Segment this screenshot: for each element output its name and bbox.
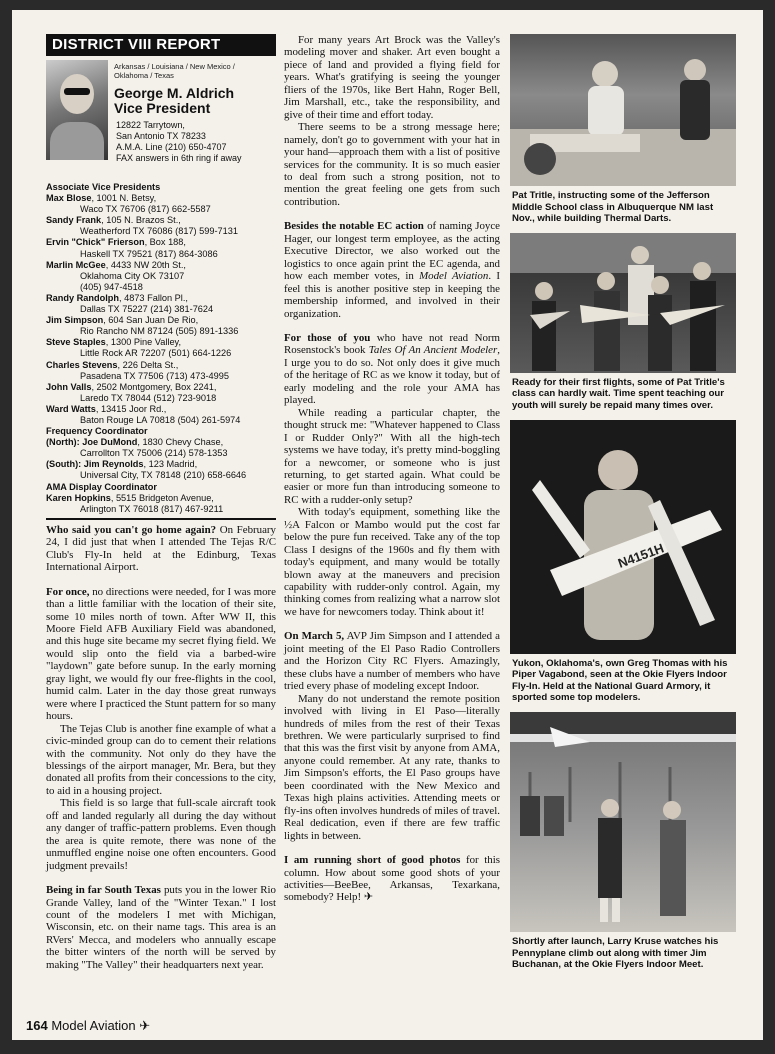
associate-name: Steve Staples bbox=[46, 337, 106, 348]
photo-larry-kruse bbox=[510, 712, 736, 932]
section-divider bbox=[46, 518, 276, 520]
associate-address: , Box 188, bbox=[144, 237, 186, 248]
photo-classroom bbox=[510, 34, 736, 186]
associate-city: Rio Rancho NM 87124 (505) 891-1336 bbox=[80, 326, 239, 337]
associate-city: Baton Rouge LA 70818 (504) 261-5974 bbox=[80, 414, 241, 425]
photo-caption: Pat Tritle, instructing some of the Jefferson Middle School class in Albuquerque NM last Nov., while building Thermal Darts. bbox=[512, 190, 714, 225]
vp-address-line: San Antonio TX 78233 bbox=[116, 131, 206, 141]
associate-city: Dallas TX 75227 (214) 381-7624 bbox=[80, 304, 214, 315]
paragraph bbox=[46, 586, 276, 723]
associate-address: , 1001 N. Betsy, bbox=[91, 193, 157, 204]
magazine-page bbox=[12, 10, 763, 1040]
paragraph: The Tejas Club is another fine example of what a civic-minded group can do to cement their relations with the community. Not only do they have the blessings of the airport manager, Mr. Bera, but they donated all profits from their concessions to the city, to aid in a housing project. bbox=[46, 722, 276, 797]
associate-heading: Associate Vice Presidents bbox=[46, 182, 161, 192]
paragraph bbox=[46, 884, 276, 971]
vp-address-line: A.M.A. Line (210) 650-4707 bbox=[116, 142, 227, 152]
lead-in: I am running short of good photos bbox=[284, 854, 461, 867]
associate-address: , 604 San Juan De Rio, bbox=[103, 315, 199, 326]
associate-address: , 105 N. Brazos St., bbox=[101, 215, 181, 226]
photo-caption: Yukon, Oklahoma's, own Greg Thomas with his Piper Vagabond, seen at the Okie Flyers Indoor Fly-In. Held at the National Guard Armory, it sported some top modelers. bbox=[512, 657, 728, 704]
paragraph: With today's equipment, something like the ½A Falcon or Mambo would put the cost far below the pure fun received. Take any of the top Class I designs of the 1960s and fly them with today's equipment, and many would be totally blown away at the maneuvers and precision capability with rudder-only control. Again, my thinking comes from realizing what a narrow slot we have for newcomers today. Think about it! bbox=[284, 506, 500, 618]
photo-caption: Ready for their first flights, some of Pat Tritle's class can hardly wait. Time spent teaching our youth will surely be repaid many times over. bbox=[512, 376, 725, 411]
paragraph bbox=[46, 524, 276, 574]
associate-address: , 4873 Fallon Pl., bbox=[119, 292, 188, 303]
ama-heading: AMA Display Coordinator bbox=[46, 481, 157, 492]
associate-city: Laredo TX 78044 (512) 723-9018 bbox=[80, 392, 217, 403]
vp-name: George M. Aldrich bbox=[114, 85, 235, 101]
photo-students bbox=[510, 233, 736, 373]
associate-city: Oklahoma City OK 73107 bbox=[80, 270, 185, 281]
associate-address: , 4433 NW 20th St., bbox=[105, 259, 186, 270]
district-title: DISTRICT VIII REPORT bbox=[46, 34, 276, 56]
associate-entry bbox=[46, 237, 276, 248]
associate-entry bbox=[46, 293, 276, 304]
freq-north-city: Carrollton TX 75006 (214) 578-1353 bbox=[80, 448, 228, 459]
associate-city: Little Rock AR 72207 (501) 664-1226 bbox=[80, 348, 232, 359]
paragraph-text: puts you in the lower Rio Grande Valley, land of the "Winter Texan." I lost count of the modelers I met with Michigan, Wisconsin, etc. on their name tags. This area is an RVers' Mecca, and modelers who annually escape the bitter winters of the north will be served by making "The Valley" their headquarters next year. bbox=[46, 884, 276, 971]
associate-name: Sandy Frank bbox=[46, 215, 102, 226]
paragraph bbox=[284, 332, 500, 407]
lead-in: Who said you can't go home again? bbox=[46, 523, 217, 536]
vp-role: Vice President bbox=[114, 100, 211, 116]
associate-entry bbox=[46, 315, 276, 326]
paragraph-text: AVP Jim Simpson and I attended a joint meeting of the El Paso Radio Controllers and the Horizon City RC Flyers. Amazingly, these clubs have a number of members who have tried every phase of modeling except Indoor. bbox=[284, 630, 500, 693]
associate-name: Randy Randolph bbox=[46, 292, 119, 303]
associate-name: John Valls bbox=[46, 381, 92, 392]
freq-heading: Frequency Coordinator bbox=[46, 426, 148, 437]
associate-entry bbox=[46, 215, 276, 226]
paragraph: There seems to be a strong message here; namely, don't go to government with your hat in your hand—approach them with a list of positive services for the community. It is so much easier to deal from such a strong position, not to mention the great feeling one gets from such contribution. bbox=[284, 121, 500, 208]
freq-north-address: , 1830 Chevy Chase, bbox=[137, 437, 224, 448]
lead-in: For those of you bbox=[284, 331, 371, 344]
column-2 bbox=[284, 34, 500, 904]
associate-city: Weatherford TX 76086 (817) 599-7131 bbox=[80, 226, 238, 237]
associate-address: , 226 Delta St., bbox=[117, 359, 179, 370]
vp-address bbox=[116, 120, 242, 164]
vp-header bbox=[46, 56, 276, 182]
associate-list bbox=[46, 182, 276, 515]
ama-city: Arlington TX 76018 (817) 467-9211 bbox=[80, 503, 224, 514]
associate-city: Pasadena TX 77506 (713) 473-4995 bbox=[80, 370, 229, 381]
vp-address-line: 12822 Tarrytown, bbox=[116, 120, 185, 130]
associate-city: Haskell TX 79521 (817) 864-3086 bbox=[80, 248, 218, 259]
associate-entry bbox=[46, 404, 276, 415]
freq-south-name: (South): Jim Reynolds bbox=[46, 459, 144, 470]
ama-name: Karen Hopkins bbox=[46, 492, 111, 503]
vp-portrait bbox=[46, 60, 108, 160]
associate-city: Waco TX 76706 (817) 662-5587 bbox=[80, 204, 211, 215]
associate-name: Ward Watts bbox=[46, 403, 96, 414]
magazine-name: Model Aviation bbox=[51, 1018, 136, 1033]
photo-caption: Shortly after launch, Larry Kruse watches his Pennyplane climb out along with timer Jim Buchanan, at the Okie Flyers Indoor Meet. bbox=[512, 935, 719, 971]
ama-address: , 5515 Bridgeton Avenue, bbox=[110, 492, 214, 503]
paragraph-text: On February 24, I did just that when I attended The Tejas R/C Club's Fly-In held at the Edinburg, Texas International Airport. bbox=[46, 523, 276, 574]
associate-entry bbox=[46, 193, 276, 204]
freq-south-address: , 123 Madrid, bbox=[143, 459, 198, 470]
associate-name: Ervin "Chick" Frierson bbox=[46, 237, 145, 248]
paragraph-text: for this column. How about some good shots of your activities—BeeBee, Arkansas, Texarkana, somebody? Help! ✈ bbox=[284, 854, 500, 904]
associate-entry bbox=[46, 360, 276, 371]
vp-name-block bbox=[114, 86, 234, 116]
wing-registration: N4151H bbox=[615, 539, 666, 571]
freq-north-name: (North): Joe DuMond bbox=[46, 437, 138, 448]
paragraph-text: . I feel this is another positive step in keeping the membership informed, and involved in their organization. bbox=[284, 270, 500, 320]
airplane-icon: ✈ bbox=[139, 1018, 151, 1033]
book-title: Tales Of An Ancient Modeler bbox=[368, 344, 498, 357]
associate-name: Marlin McGee bbox=[46, 259, 106, 270]
associate-name: Charles Stevens bbox=[46, 359, 118, 370]
associate-address: , 13415 Joor Rd., bbox=[95, 403, 167, 414]
column-3-photos bbox=[510, 34, 738, 971]
associate-name: Max Blose bbox=[46, 193, 92, 204]
paragraph bbox=[284, 630, 500, 692]
page-footer bbox=[26, 1018, 150, 1034]
paragraph bbox=[284, 854, 500, 904]
associate-city: (405) 947-4518 bbox=[80, 281, 143, 292]
paragraph-text: , I urge you to do so. Not only does it give much of the heritage of RC as we know it today, but of early modeling and the role your AMA has played. bbox=[284, 344, 500, 407]
paragraph-text: no directions were needed, for I was more than a little familiar with the location of their site, some 10 miles north of town. After WW II, this Moore Field AFB Auxiliary Field was abandoned, and this huge site became my secret flying field. We would slip onto the field via a barbed-wire "laydown" gate before sunup. In the early morning gray light, we would fly our free-flights in the cool, humid calm. Later in the day those great runways were where I practiced the Stunt pattern for so many hours. bbox=[46, 585, 276, 723]
magazine-title: Model Aviation bbox=[419, 270, 489, 283]
lead-in: For once, bbox=[46, 585, 90, 598]
paragraph: While reading a particular chapter, the thought struck me: "Whatever happened to Class I or Rudder Only?" With all the high-tech systems we have today, it's pretty mind-boggling for a newcomer, or someone who is just returning, to get started again. What could be easier or more fun than introducing someone to RC with a rudder-only setup? bbox=[284, 406, 500, 506]
lead-in: Besides the notable EC action bbox=[284, 220, 424, 233]
associate-name: Jim Simpson bbox=[46, 315, 104, 326]
associate-address: , 1300 Pine Valley, bbox=[105, 337, 182, 348]
lead-in: On March 5, bbox=[284, 630, 345, 643]
paragraph bbox=[284, 220, 500, 320]
associate-entry bbox=[46, 260, 276, 271]
freq-south-city: Universal City, TX 78148 (210) 658-6646 bbox=[80, 470, 247, 481]
paragraph: For many years Art Brock was the Valley's modeling mover and shaker. Art even bought a piece of land and provided a flying field for years. What's gratifying is seeing the younger fliers of the 1970s, like Bert Hahn, Roger Bell, Jim Marshall, etc., take the responsibility, and give of their time and effort today. bbox=[284, 34, 500, 121]
column-1-body bbox=[46, 524, 276, 971]
associate-address: , 2502 Montgomery, Box 2241, bbox=[91, 381, 217, 392]
district-states: Arkansas / Louisiana / New Mexico / Oklahoma / Texas bbox=[114, 62, 235, 80]
column-1 bbox=[46, 34, 276, 971]
vp-address-line: FAX answers in 6th ring if away bbox=[116, 153, 242, 163]
page-number: 164 bbox=[26, 1018, 48, 1033]
photo-greg-thomas bbox=[510, 420, 736, 654]
paragraph-text: of naming Joyce Hager, our longest term employee, as the acting Executive Director, we also worked out the logistics to once again print the EC agenda, and how each member votes, in bbox=[284, 220, 501, 283]
associate-entry bbox=[46, 337, 276, 348]
lead-in: Being in far South Texas bbox=[46, 884, 161, 897]
associate-entry bbox=[46, 382, 276, 393]
paragraph: This field is so large that full-scale aircraft took off and landed regularly all during the day without any danger of traffic-pattern problems. Even though the area is quite remote, there was none of the unmuffled engine noise one often encounters. Good judgment prevails! bbox=[46, 797, 276, 872]
paragraph: Many do not understand the remote position involved with living in El Paso—literally hundreds of miles from the rest of their Texas brethren. We were particularly surprised to find that this was the first visit by anyone from AMA, anyone could remember. At any rate, thanks to Jim Simpson's efforts, the El Paso groups have been coordinated with the New Mexico and Texas high plains activities. Attending meets or fly-ins often involves hundreds of miles of travel. Real dedication, even if there are few traffic lights in between. bbox=[284, 692, 500, 842]
paragraph-text: who have not read Norm Rosenstock's book bbox=[284, 331, 500, 357]
